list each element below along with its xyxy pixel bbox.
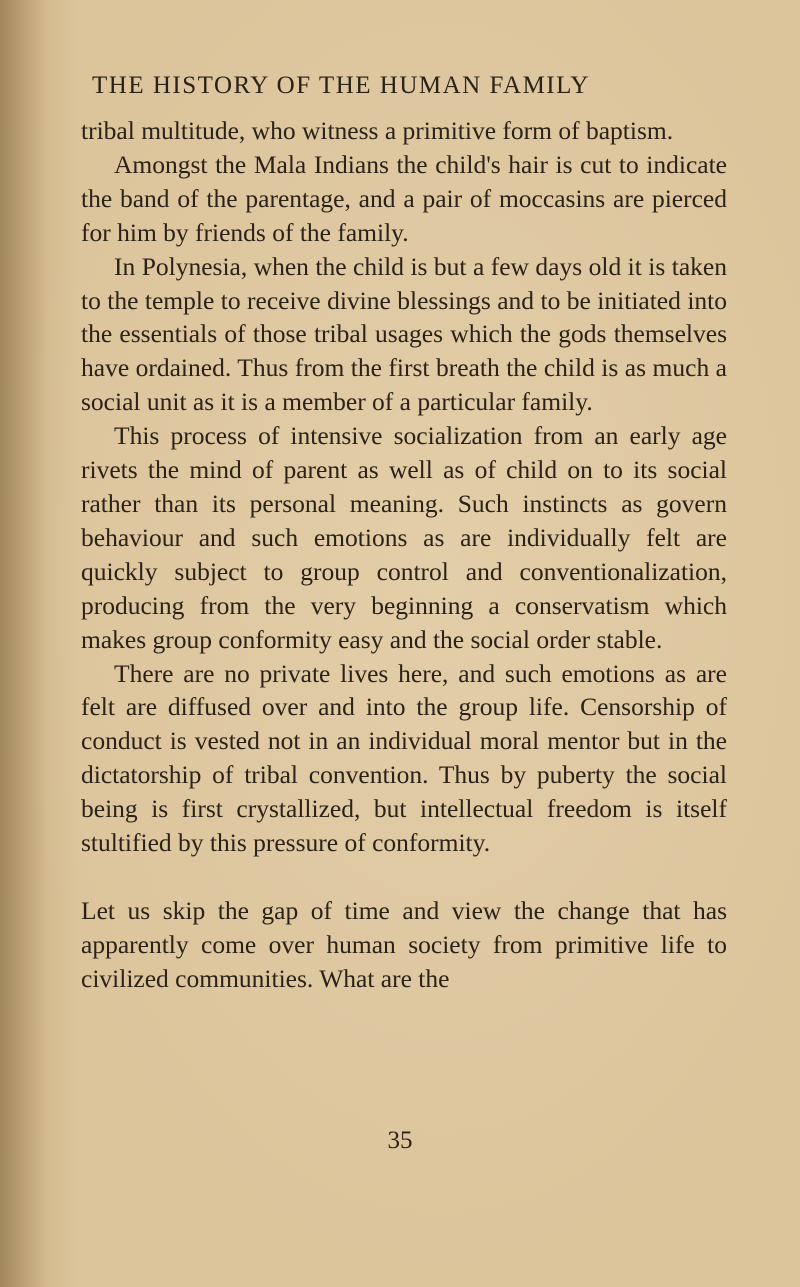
paragraph: Amongst the Mala Indians the child's hair is cut to indicate the band of the parentage, and a pair of moccasins are pierced for him by friends of the family. [81, 149, 727, 247]
paragraph: In Polynesia, when the child is but a few days old it is taken to the temple to receive divine blessings and to be initiated into the essentials of those tribal usages which the gods themselves have ordained. Thus from the first breath the child is as much a social unit as it is a member of a particular family. [81, 251, 727, 417]
running-head: THE HISTORY OF THE HUMAN FAMILY [92, 72, 590, 99]
page-gutter-shadow [0, 0, 48, 1287]
paragraph: This process of intensive socialization from an early age rivets the mind of parent as well as of child on to its social rather than its personal meaning. Such instincts as govern behaviour and such emotions as are individually felt are quickly subject to group control and conventionalization, producing from the very beginning a conservatism which makes group conformity easy and the social order stable. [81, 421, 727, 654]
page-number: 35 [387, 1127, 413, 1154]
paragraph: There are no private lives here, and such emotions as are felt are diffused over and into the group life. Censorship of conduct is vested not in an individual moral mentor but in the dictatorship of tribal convention. Thus by puberty the social being is first crystallized, but intellectual freedom is itself stultified by this pressure of conformity. [81, 658, 727, 858]
paragraph: Let us skip the gap of time and view the change that has apparently come over human society from primitive life to civilized communities. What are the [81, 895, 727, 993]
body-text [81, 114, 727, 996]
paragraph: tribal multitude, who witness a primitive form of baptism. [81, 116, 674, 145]
